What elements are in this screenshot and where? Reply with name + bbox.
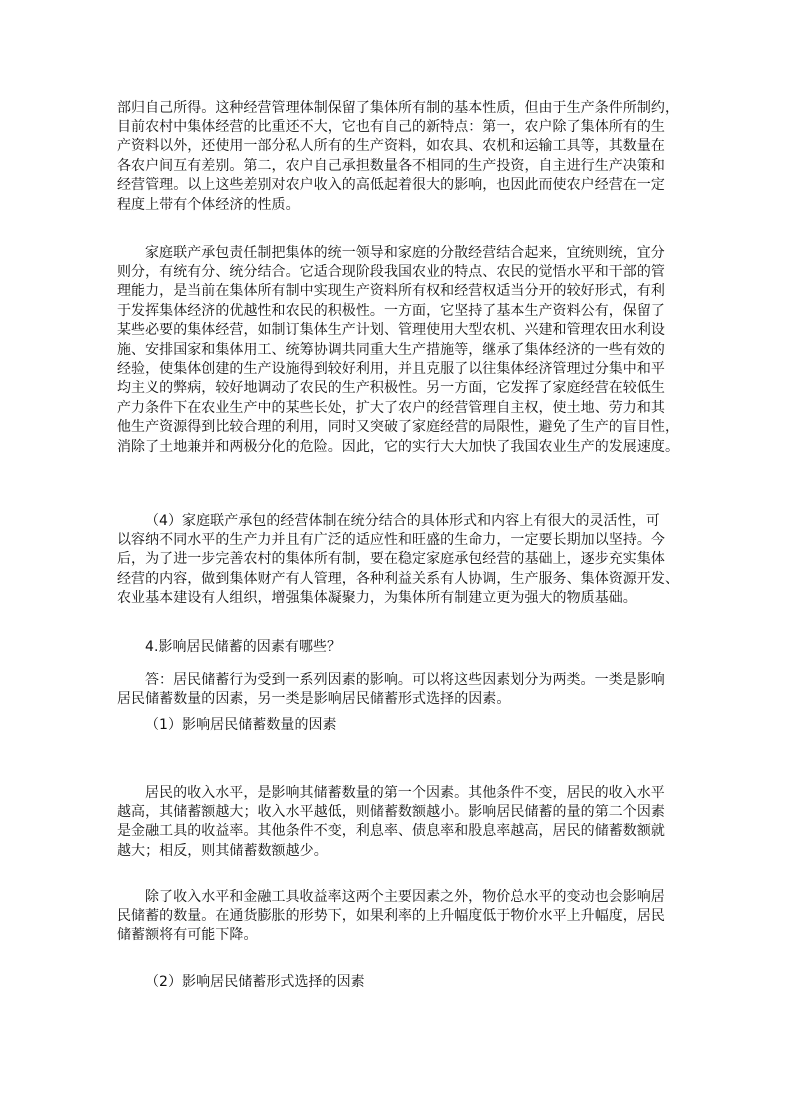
text-line: 农业基本建设有人组织，增强集体凝聚力，为集体所有制建立更为强大的物质基础。 — [117, 590, 637, 607]
text-line: 产资料以外，还使用一部分私人所有的生产资料，如农具、农机和运输工具等，其数量在 — [117, 138, 665, 155]
text-line: 程度上带有个体经济的性质。 — [117, 196, 300, 213]
text-line: 经验，使集体创建的生产设施得到较好利用，并且克服了以往集体经济管理过分集中和平 — [117, 360, 665, 377]
text-line: 均主义的弊病，较好地调动了农民的生产积极性。另一方面，它发挥了家庭经营在较低生 — [117, 380, 665, 397]
text-line: 民储蓄的数量。在通货膨胀的形势下，如果利率的上升幅度低于物价水平上升幅度，居民 — [117, 907, 665, 924]
text-line: （2）影响居民储蓄形式选择的因素 — [145, 973, 365, 990]
text-line: 除了收入水平和金融工具收益率这两个主要因素之外，物价总水平的变动也会影响居 — [145, 888, 665, 905]
text-line: 以容纳不同水平的生产力并且有广泛的适应性和旺盛的生命力，一定要长期加以坚持。今 — [117, 531, 665, 548]
text-line: 部归自己所得。这种经营管理体制保留了集体所有制的基本性质，但由于生产条件所制约， — [117, 99, 679, 116]
text-line: 4.影响居民储蓄的因素有哪些？ — [145, 638, 342, 655]
text-line: 居民储蓄数量的因素，另一类是影响居民储蓄形式选择的因素。 — [117, 690, 511, 707]
text-line: （4）家庭联产承包的经营体制在统分结合的具体形式和内容上有很大的灵活性，可 — [145, 512, 660, 529]
text-line: 越大；相反，则其储蓄数额越少。 — [117, 842, 328, 859]
text-line: 答：居民储蓄行为受到一系列因素的影响。可以将这些因素划分为两类。一类是影响 — [145, 671, 665, 688]
text-line: 施、安排国家和集体用工、统筹协调共同重大生产措施等，继承了集体经济的一些有效的 — [117, 341, 665, 358]
text-line: 各农户间互有差别。第二，农户自己承担数量各不相同的生产投资，自主进行生产决策和 — [117, 157, 665, 174]
text-line: 理能力，是当前在集体所有制中实现生产资料所有权和经营权适当分开的较好形式，有利 — [117, 283, 665, 300]
text-line: 越高，其储蓄额越大；收入水平越低，则储蓄数额越小。影响居民储蓄的量的第二个因素 — [117, 803, 665, 820]
text-line: 后，为了进一步完善农村的集体所有制，要在稳定家庭承包经营的基础上，逐步充实集体 — [117, 551, 665, 568]
text-line: （1）影响居民储蓄数量的因素 — [145, 716, 337, 733]
text-line: 产力条件下在农业生产中的某些长处，扩大了农户的经营管理自主权，使土地、劳力和其 — [117, 399, 665, 416]
text-line: 家庭联产承包责任制把集体的统一领导和家庭的分散经营结合起来，宜统则统，宜分 — [145, 244, 665, 261]
text-line: 于发挥集体经济的优越性和农民的积极性。一方面，它坚持了基本生产资料公有，保留了 — [117, 302, 665, 319]
text-line: 经营的内容，做到集体财产有人管理，各种利益关系有人协调，生产服务、集体资源开发、 — [117, 570, 679, 587]
text-line: 某些必要的集体经营，如制订集体生产计划、管理使用大型农机、兴建和管理农田水利设 — [117, 322, 665, 339]
text-line: 则分，有统有分、统分结合。它适合现阶段我国农业的特点、农民的觉悟水平和干部的管 — [117, 263, 665, 280]
text-line: 储蓄额将有可能下降。 — [117, 927, 258, 944]
text-line: 他生产资源得到比较合理的利用，同时又突破了家庭经营的局限性，避免了生产的盲目性， — [117, 419, 679, 436]
text-line: 是金融工具的收益率。其他条件不变，利息率、债息率和股息率越高，居民的储蓄数额就 — [117, 823, 665, 840]
text-line: 居民的收入水平，是影响其储蓄数量的第一个因素。其他条件不变，居民的收入水平 — [145, 784, 665, 801]
text-line: 目前农村中集体经营的比重还不大，它也有自己的新特点：第一，农户除了集体所有的生 — [117, 118, 665, 135]
text-line: 经营管理。以上这些差别对农户收入的高低起着很大的影响，也因此而使农户经营在一定 — [117, 177, 665, 194]
text-line: 消除了土地兼并和两极分化的危险。因此，它的实行大大加快了我国农业生产的发展速度。 — [117, 438, 679, 455]
